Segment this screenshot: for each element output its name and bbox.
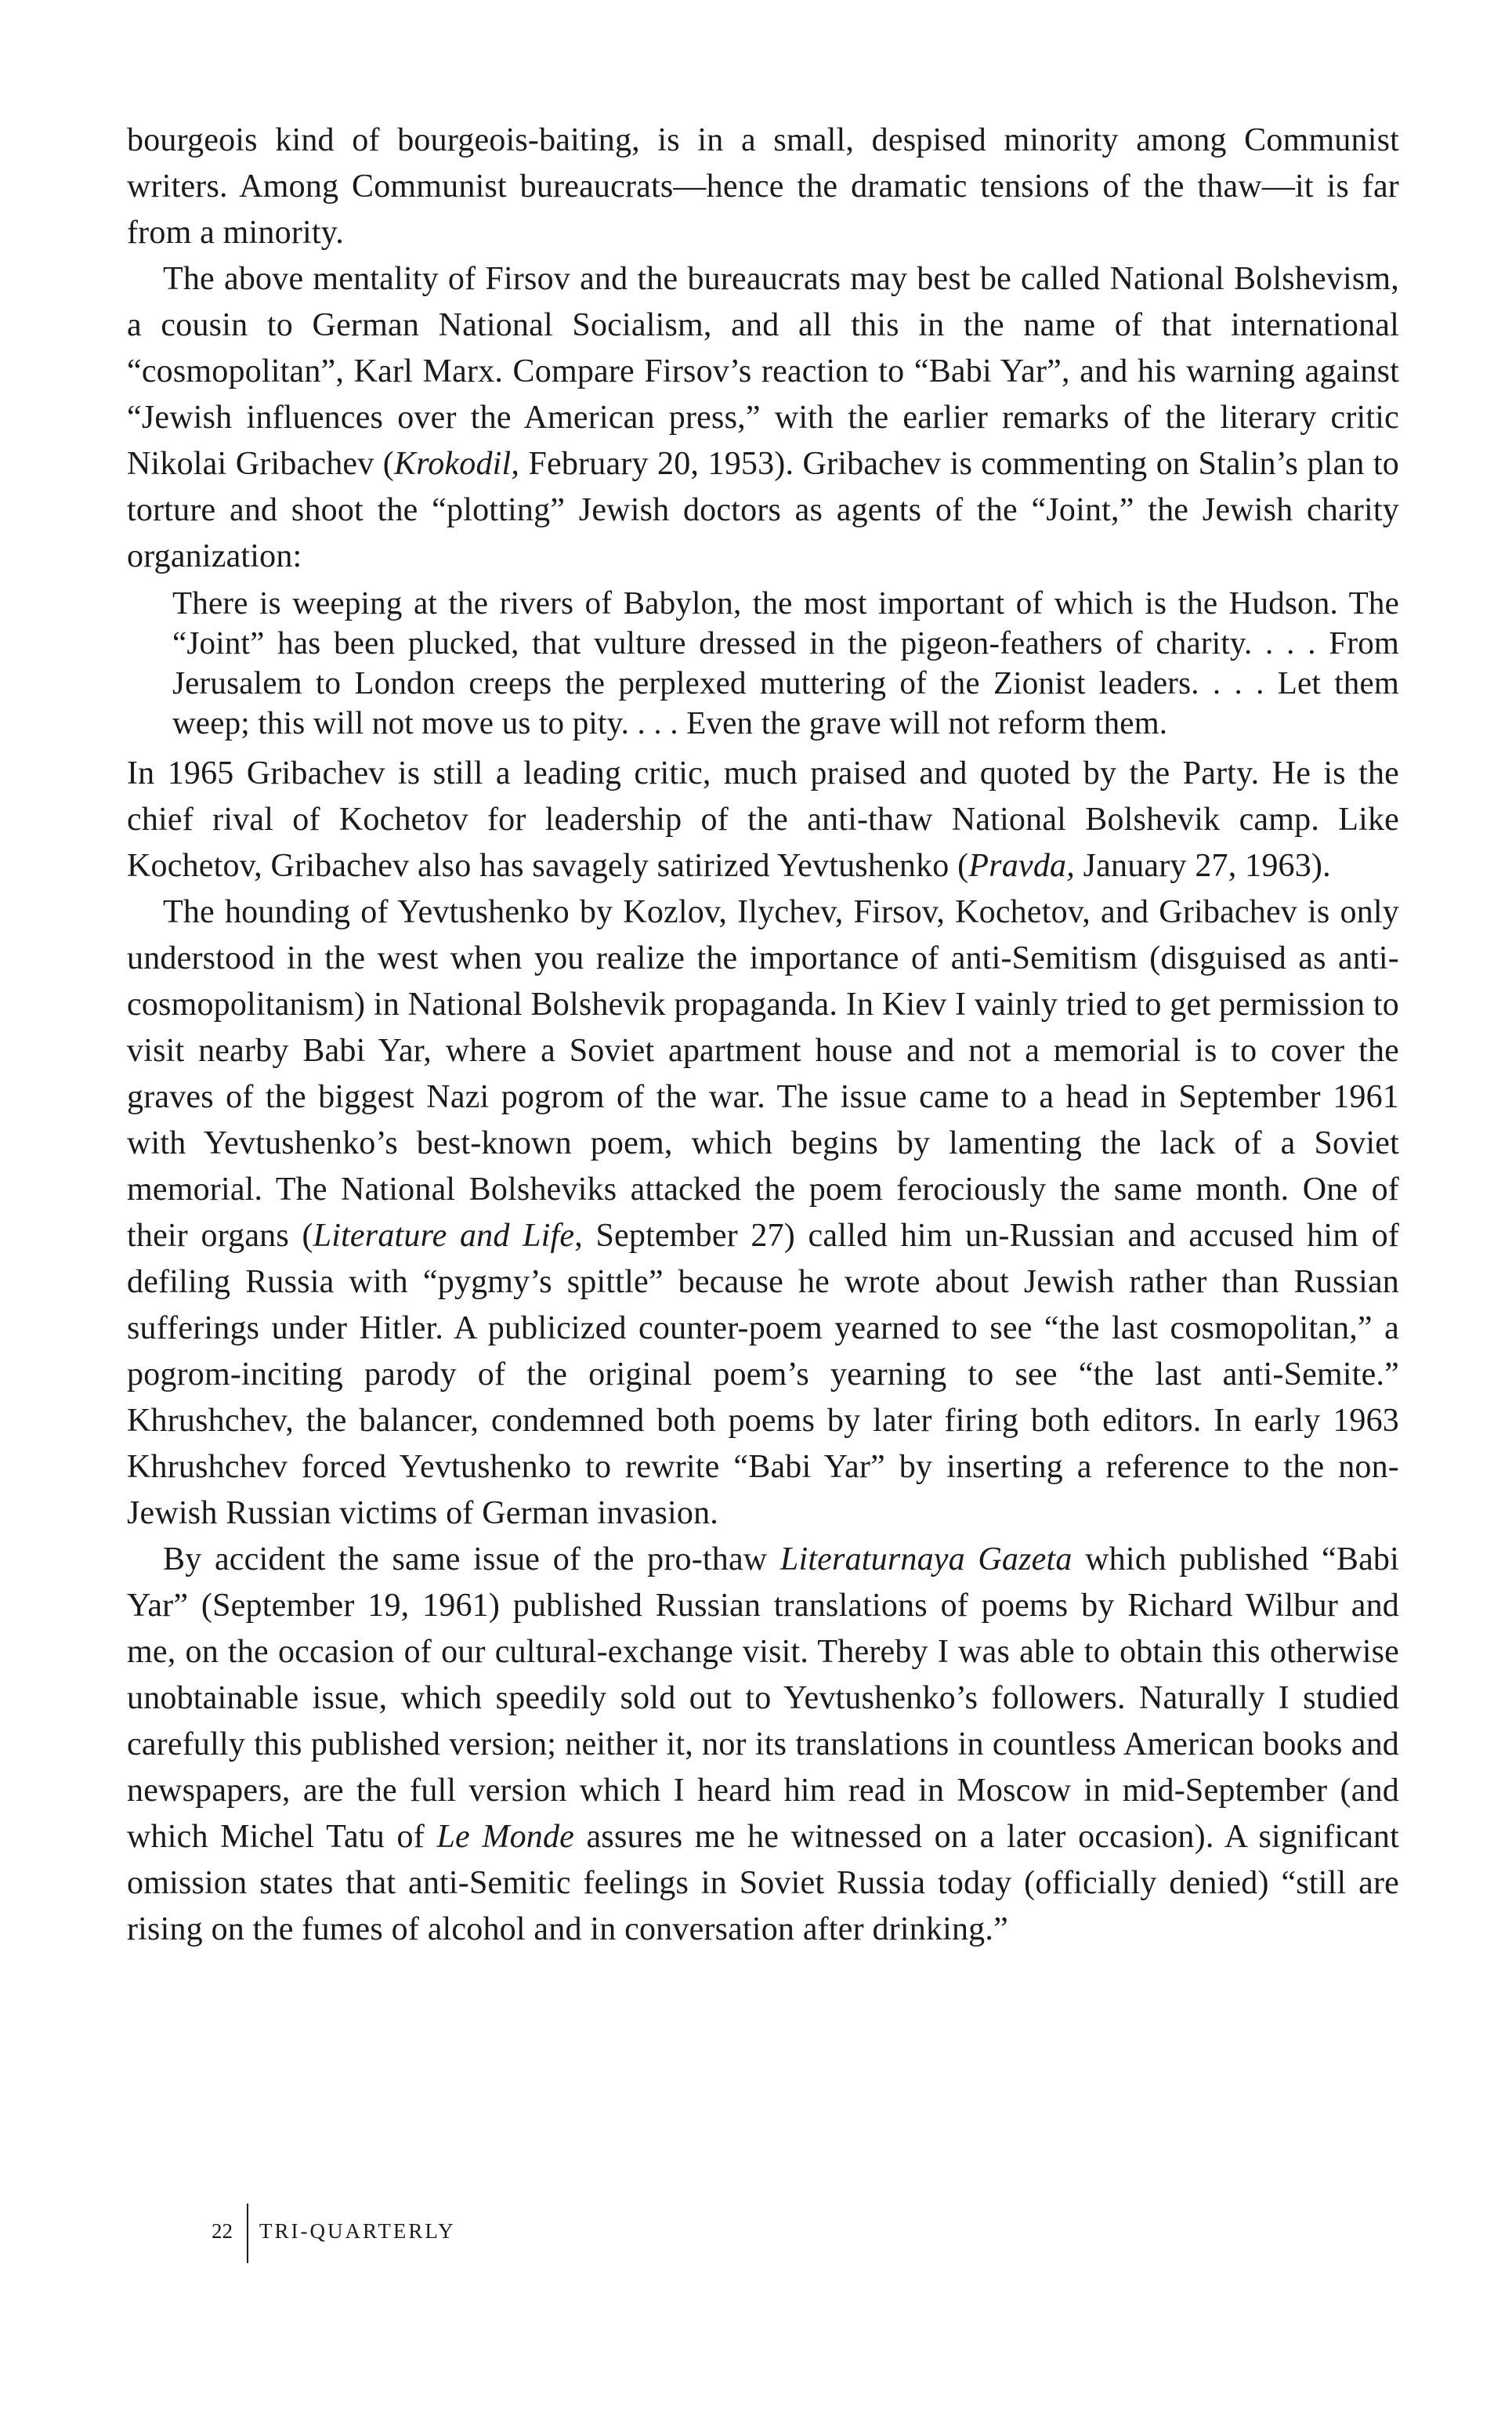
text-run: which published “Babi Yar” (September 19, 1961) published Russian translations of poems by Richard Wilbur and me, on the occasion of our cultural-exchange visit. Thereby I was able to obtain this otherwise unobtainable issue, which speedily sold out to Yevtushenko’s followers. Naturally I studied carefully this published version; neither it, nor its translations in countless American books and newspapers, are the full version which I heard him read in Moscow in mid-September (and which Michel Tatu of xyxy=(127,1541,1399,1855)
italic-title: Le Monde xyxy=(436,1819,575,1855)
body-paragraph xyxy=(127,889,1399,1537)
italic-title: Literature and Life xyxy=(313,1218,575,1254)
body-paragraph xyxy=(127,256,1399,580)
body-paragraph xyxy=(127,1537,1399,1953)
running-footer xyxy=(212,2204,456,2263)
body-paragraph xyxy=(127,751,1399,889)
text-run: In 1965 Gribachev is still a leading critic, much praised and quoted by the Party. He is the chief rival of Kochetov for leadership of the anti-thaw National Bolshevik camp. Like Kochetov, Gribachev also has savagely satirized Yevtushenko ( xyxy=(127,755,1399,884)
page-number: 22 xyxy=(212,2219,233,2243)
text-run: The hounding of Yevtushenko by Kozlov, Ilychev, Firsov, Kochetov, and Gribachev is only understood in the west when you realize the importance of anti-Semitism (disguised as anti-cosmopolitanism) in National Bolshevik propaganda. In Kiev I vainly tried to get permission to visit nearby Babi Yar, where a Soviet apartment house and not a memorial is to cover the graves of the biggest Nazi pogrom of the war. The issue came to a head in September 1961 with Yevtushenko’s best-known poem, which begins by lamenting the lack of a Soviet memorial. The National Bolsheviks attacked the poem ferociously the same month. One of their organs ( xyxy=(127,894,1399,1254)
page-body xyxy=(127,118,1399,1953)
text-run: The above mentality of Firsov and the bureaucrats may best be called National Bolshevism, a cousin to German National Socialism, and all this in the name of that international “cosmopolitan”, Karl Marx. Compare Firsov’s reaction to “Babi Yar”, and his warning against “Jewish influences over the American press,” with the earlier remarks of the literary critic Nikolai Gribachev ( xyxy=(127,261,1399,482)
text-run: bourgeois kind of bourgeois-baiting, is in a small, despised minority among Communist writers. Among Communist bureaucrats—hence the dramatic tensions of the thaw—it is far from a minority. xyxy=(127,122,1399,251)
italic-title: Pravda, xyxy=(968,848,1075,884)
text-run: assures me he witnessed on a later occasion). A significant omission states that anti-Semitic feelings in Soviet Russia today (officially denied) “still are rising on the fumes of alcohol and in conversation after drinking.” xyxy=(127,1819,1399,1947)
block-quote xyxy=(172,583,1399,743)
text-run: , September 27) called him un-Russian and accused him of defiling Russia with “pygmy’s spittle” because he wrote about Jewish rather than Russian sufferings under Hitler. A publicized counter-poem yearned to see “the last cosmopolitan,” a pogrom-inciting parody of the original poem’s yearning to see “the last anti-Semite.” Khrushchev, the balancer, condemned both poems by later firing both editors. In early 1963 Khrushchev forced Yevtushenko to rewrite “Babi Yar” by inserting a reference to the non-Jewish Russian victims of German invasion. xyxy=(127,1218,1400,1531)
text-run: February 20, 1953). Gribachev is commenting on Stalin’s plan to torture and shoot the “plotting” Jewish doctors as agents of the “Joint,” the Jewish charity organization: xyxy=(127,446,1399,574)
text-run: There is weeping at the rivers of Babylon, the most important of which is the Hudson. The “Joint” has been plucked, that vulture dressed in the pigeon-feathers of charity. . . . From Jerusalem to London creeps the perplexed muttering of the Zionist leaders. . . . Let them weep; this will not move us to pity. . . . Even the grave will not reform them. xyxy=(172,585,1399,741)
journal-title: TRI-QUARTERLY xyxy=(259,2219,456,2243)
italic-title: Krokodil, xyxy=(394,446,520,482)
body-paragraph xyxy=(127,118,1399,256)
text-run: January 27, 1963). xyxy=(1074,848,1331,884)
text-run: By accident the same issue of the pro-thaw xyxy=(163,1541,780,1577)
italic-title: Literaturnaya Gazeta xyxy=(780,1541,1073,1577)
